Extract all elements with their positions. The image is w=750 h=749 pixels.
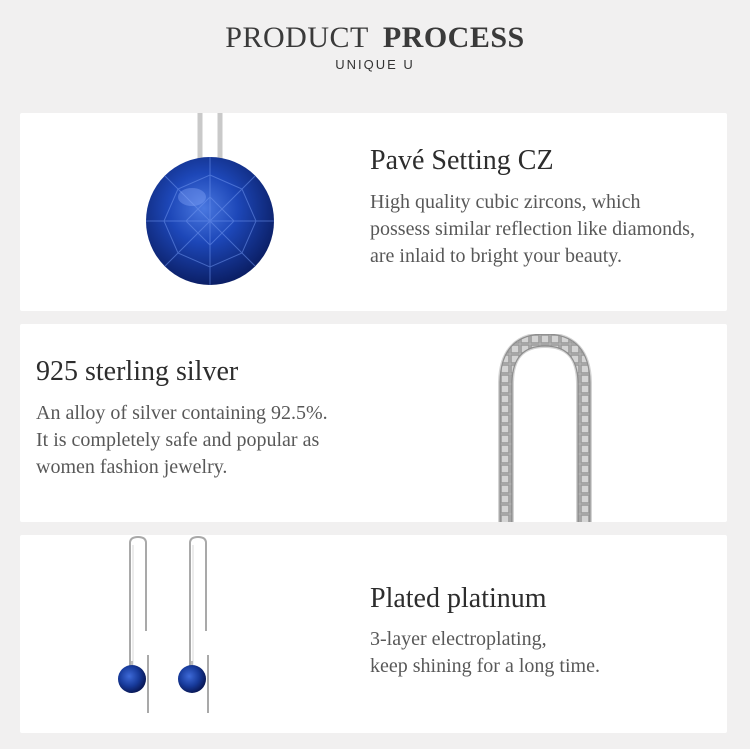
description-line: 3-layer electroplating,: [370, 628, 547, 650]
feature-heading: Plated platinum: [370, 583, 547, 614]
feature-heading: Pavé Setting CZ: [370, 145, 554, 176]
description-line: are inlaid to bright your beauty.: [370, 245, 622, 267]
feature-card-sterling-silver: [20, 324, 727, 522]
description-line: keep shining for a long time.: [370, 655, 600, 677]
blue-round-gem-pendant-icon: [140, 113, 280, 303]
description-line: women fashion jewelry.: [36, 456, 228, 478]
page-header: [0, 0, 750, 105]
feature-description: [370, 189, 695, 270]
feature-description: [370, 626, 600, 680]
description-line: It is completely safe and popular as: [36, 429, 320, 451]
description-line: An alloy of silver containing 92.5%.: [36, 402, 328, 424]
page-title: [0, 21, 750, 55]
feature-card-plated-platinum: [20, 535, 727, 733]
description-line: High quality cubic zircons, which: [370, 191, 641, 213]
feature-description: [36, 400, 328, 481]
title-light: PRODUCT: [225, 21, 369, 54]
threader-earrings-icon: [110, 535, 220, 733]
brand-subtitle: UNIQUE U: [335, 57, 415, 72]
silver-box-chain-icon: [490, 334, 600, 522]
title-bold: PROCESS: [382, 21, 525, 54]
feature-card-pave-setting: [20, 113, 727, 311]
description-line: possess similar reflection like diamonds,: [370, 218, 695, 240]
feature-heading: 925 sterling silver: [36, 356, 239, 387]
